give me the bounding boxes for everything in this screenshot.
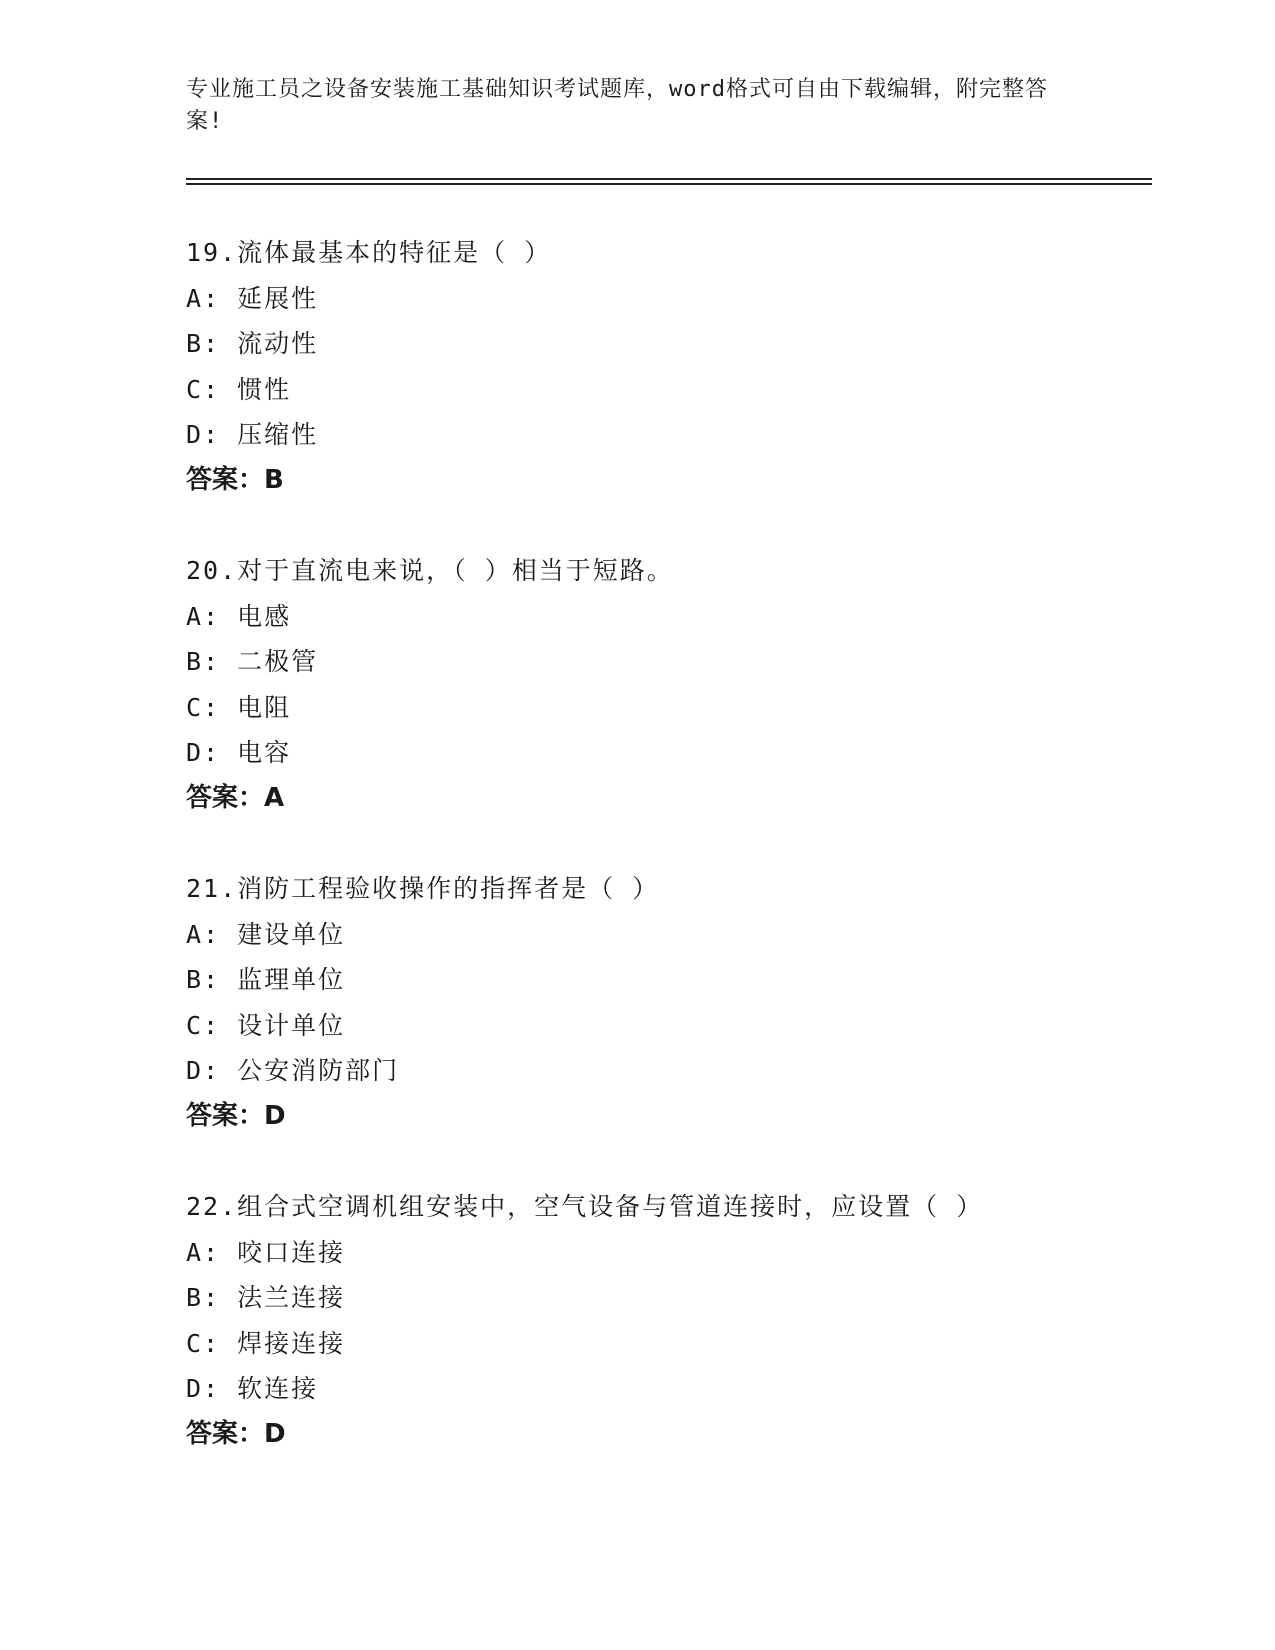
- option-a: A: 建设单位: [186, 919, 346, 949]
- question-stem: 22.组合式空调机组安装中，空气设备与管道连接时，应设置（ ）: [186, 1192, 984, 1221]
- option-a: A: 电感: [186, 601, 292, 631]
- option-b: B: 监理单位: [186, 965, 346, 994]
- header-divider-top: [186, 178, 1152, 180]
- answer-key: 答案：A: [186, 782, 285, 813]
- option-d: D: 公安消防部门: [186, 1056, 400, 1085]
- question-stem: 21.消防工程验收操作的指挥者是（ ）: [186, 874, 660, 903]
- question-block: [186, 230, 1146, 503]
- question-block: [186, 548, 1146, 821]
- option-d: D: 电容: [186, 738, 292, 767]
- option-b: B: 二极管: [186, 647, 319, 676]
- option-b: B: 法兰连接: [186, 1283, 346, 1312]
- option-b: B: 流动性: [186, 329, 319, 358]
- question-block: [186, 1184, 1146, 1457]
- header-divider-bottom: [186, 183, 1152, 185]
- question-stem: 20.对于直流电来说，（ ）相当于短路。: [186, 556, 674, 585]
- option-c: C: 焊接连接: [186, 1328, 346, 1358]
- option-c: C: 惯性: [186, 374, 292, 404]
- document-header: 专业施工员之设备安装施工基础知识考试题库，word格式可自由下载编辑，附完整答案!: [186, 77, 1048, 134]
- option-d: D: 压缩性: [186, 420, 319, 449]
- answer-key: 答案：B: [186, 464, 284, 495]
- option-c: C: 电阻: [186, 692, 292, 722]
- question-block: [186, 866, 1146, 1139]
- answer-key: 答案：D: [186, 1100, 286, 1131]
- option-d: D: 软连接: [186, 1374, 319, 1403]
- option-c: C: 设计单位: [186, 1010, 346, 1040]
- option-a: A: 咬口连接: [186, 1237, 346, 1267]
- option-a: A: 延展性: [186, 283, 319, 313]
- question-stem: 19.流体最基本的特征是（ ）: [186, 238, 552, 267]
- answer-key: 答案：D: [186, 1418, 286, 1449]
